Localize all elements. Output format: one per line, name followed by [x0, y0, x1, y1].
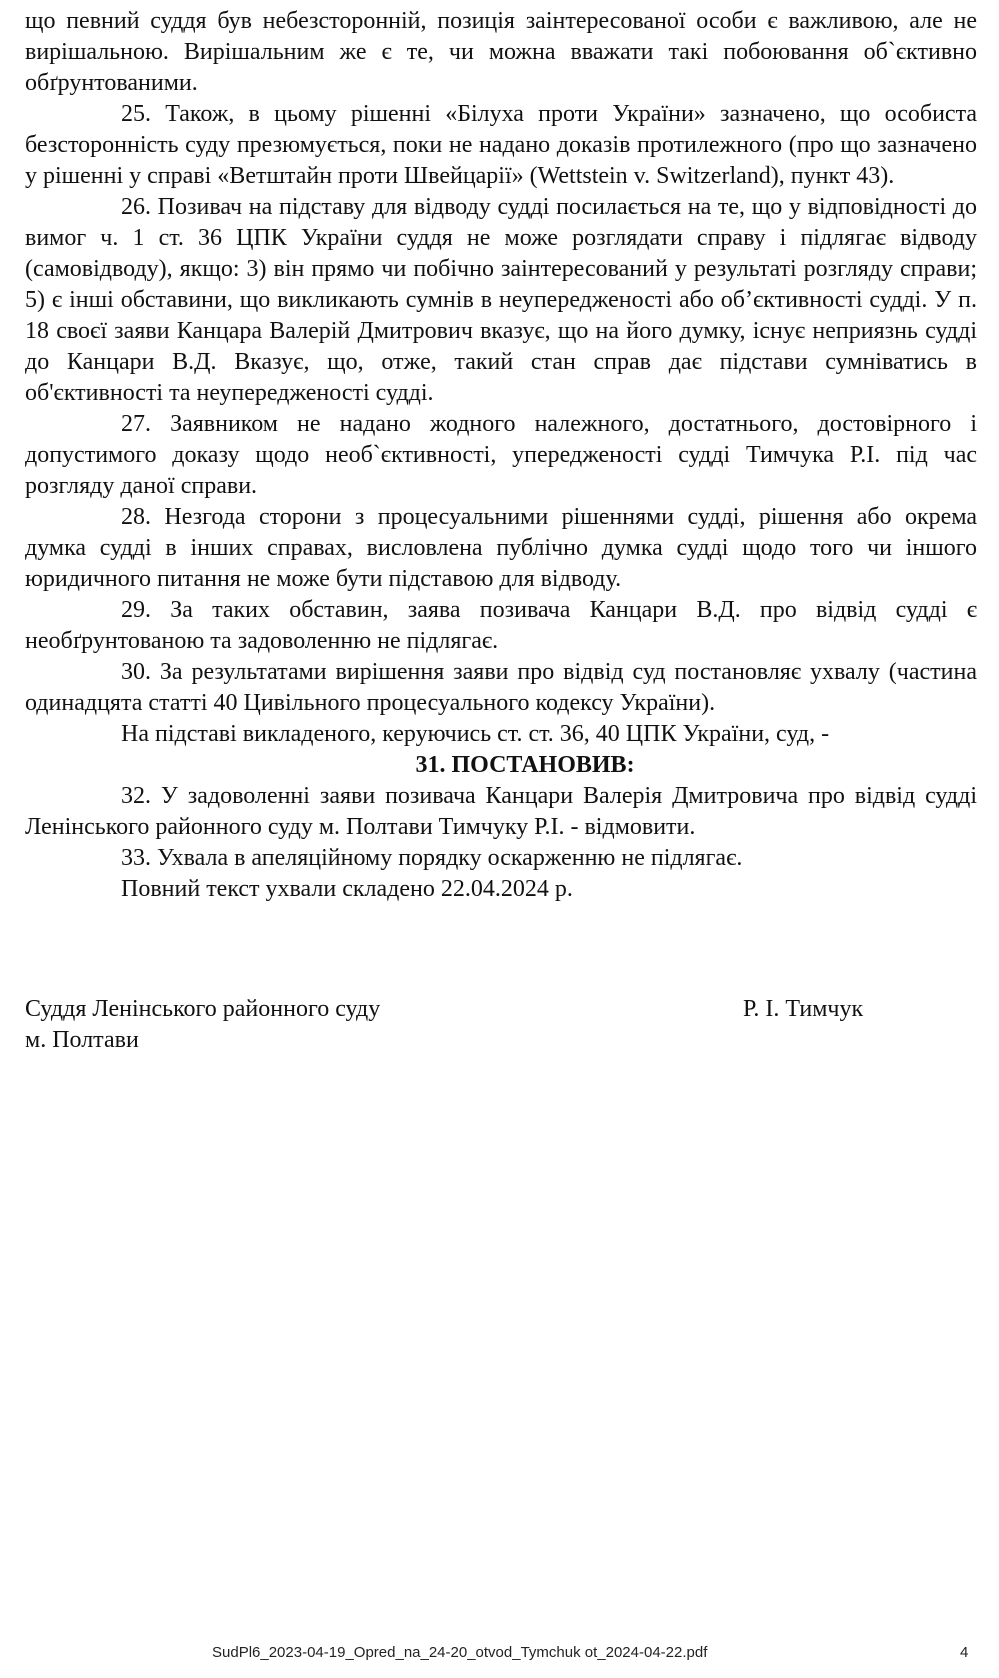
paragraph-25: 25. Також, в цьому рішенні «Білуха проти України» зазначено, що особиста безсторонність суду презюмується, поки не надано доказів протилежного (про що зазначено у рішенні у справі «Ветштайн проти Швейцарії» (Wettstein v. Switzerland), пункт 43).	[25, 101, 977, 189]
document-body	[25, 6, 977, 905]
page-footer	[0, 1644, 999, 1664]
paragraph-grounds: На підставі викладеного, керуючись ст. ст. 36, 40 ЦПК України, суд, -	[121, 721, 830, 747]
decision-heading: 31. ПОСТАНОВИВ:	[415, 752, 635, 778]
paragraph-29: 29. За таких обставин, заява позивача Канцари В.Д. про відвід судді є необґрунтованою та задоволенню не підлягає.	[25, 597, 977, 654]
judge-position-line1: Суддя Ленінського районного суду	[25, 996, 381, 1022]
paragraph-33: 33. Ухвала в апеляційному порядку оскарженню не підлягає.	[121, 845, 743, 871]
paragraph-32: 32. У задоволенні заяви позивача Канцари Валерія Дмитровича про відвід судді Ленінського районного суду м. Полтави Тимчуку Р.І. - відмовити.	[25, 783, 977, 840]
paragraph-27: 27. Заявником не надано жодного належного, достатнього, достовірного і допустимого доказу щодо необ`єктивності, упередженості судді Тимчука Р.І. під час розгляду даної справи.	[25, 411, 977, 499]
paragraph-26: 26. Позивач на підставу для відводу судді посилається на те, що у відповідності до вимог ч. 1 ст. 36 ЦПК України суддя не може розглядати справу і підлягає відводу (самовідводу), якщо: 3) він прямо чи побічно заінтересований у результаті розгляду справи; 5) є інші обставини, що викликають сумнів в неупередженості або об’єктивності судді. У п. 18 своєї заяви Канцара Валерій Дмитрович вказує, що на його думку, існує неприязнь судді до Канцари В.Д. Вказує, що, отже, такий стан справ дає підстави сумніватись в об'єктивності та неупередженості судді.	[25, 194, 977, 406]
footer-filename: SudPl6_2023-04-19_Opred_na_24-20_otvod_Tymchuk ot_2024-04-22.pdf	[212, 1644, 708, 1661]
page-number: 4	[960, 1644, 969, 1661]
paragraph-28: 28. Незгода сторони з процесуальними рішеннями судді, рішення або окрема думка судді в інших справах, висловлена публічно думка судді щодо того чи іншого юридичного питання не може бути підставою для відводу.	[25, 504, 977, 592]
paragraph-full-text-date: Повний текст ухвали складено 22.04.2024 р.	[121, 876, 573, 902]
judge-name: Р. І. Тимчук	[743, 996, 864, 1022]
paragraph-continuation: що певний суддя був небезсторонній, позиція заінтересованої особи є важливою, але не вирішальною. Вирішальним же є те, чи можна вважати такі побоювання об`єктивно обґрунтованими.	[25, 8, 977, 96]
paragraph-30: 30. За результатами вирішення заяви про відвід суд постановляє ухвалу (частина одинадцята статті 40 Цивільного процесуального кодексу України).	[25, 659, 977, 716]
judge-position-line2: м. Полтави	[25, 1027, 139, 1053]
judge-position	[25, 994, 380, 1056]
